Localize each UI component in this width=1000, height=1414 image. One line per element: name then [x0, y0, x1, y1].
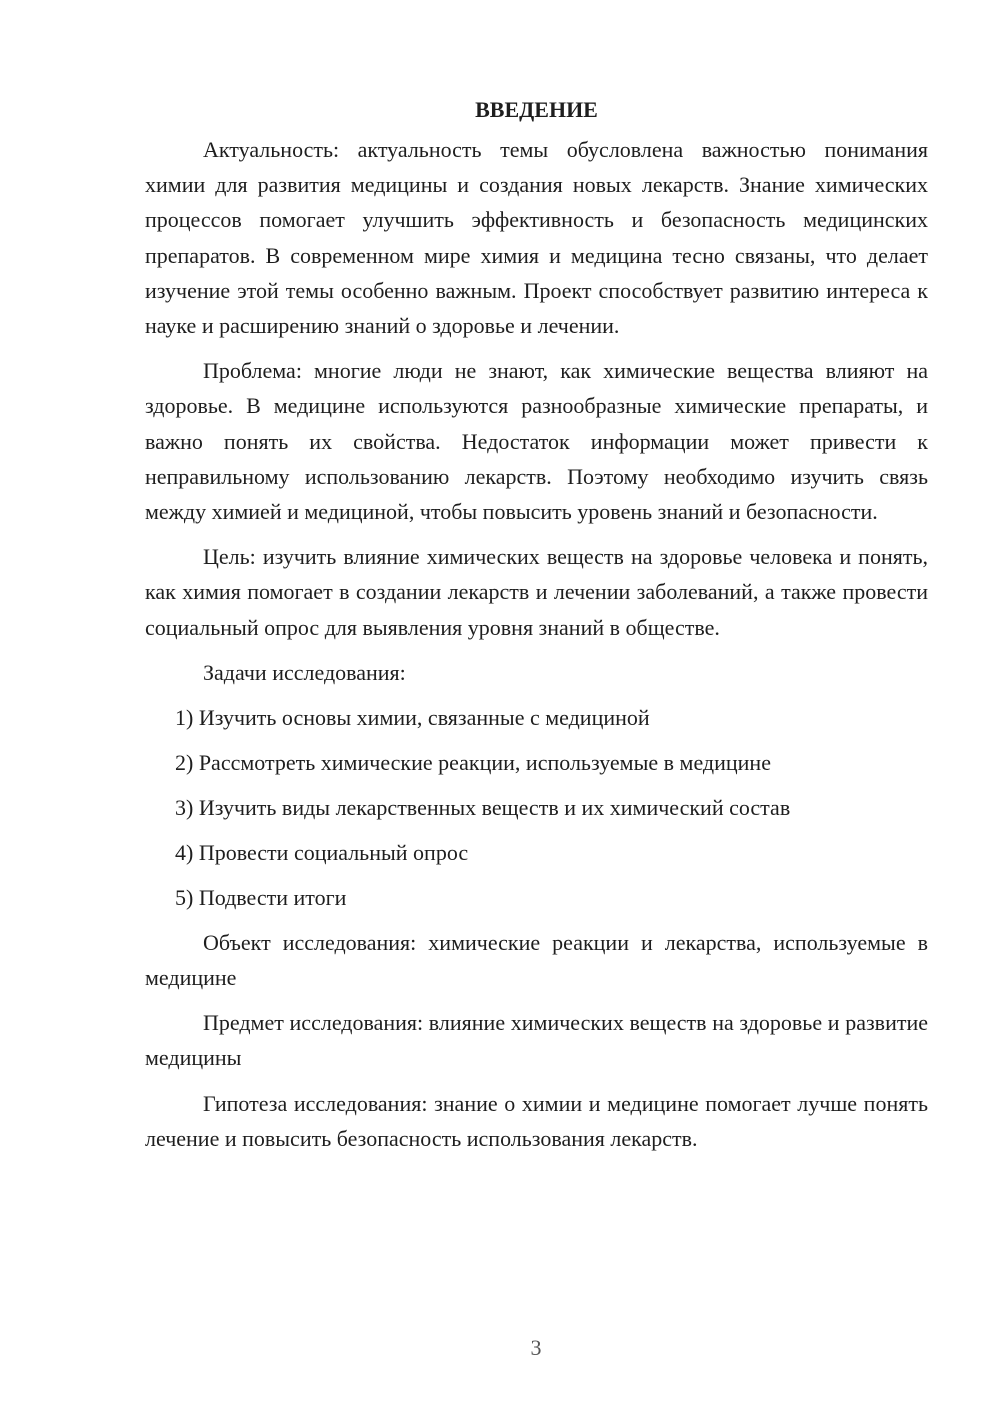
object-paragraph: Объект исследования: химические реакции и лекарства, используемые в медицине	[145, 929, 928, 991]
task-item: 3) Изучить виды лекарственных веществ и их химический состав	[175, 794, 791, 820]
task-list	[145, 700, 928, 915]
problem-paragraph: Проблема: многие люди не знают, как химические вещества влияют на здоровье. В медицине используются разнообразные химические препараты, и важно понять их свойства. Недостаток информации может привести к неправильному использованию лекарств. Поэтому необходимо изучить связь между химией и медициной, чтобы повысить уровень знаний и безопасности.	[145, 358, 928, 525]
goal-paragraph: Цель: изучить влияние химических веществ на здоровье человека и понять, как химия помогает в создании лекарств и лечении заболеваний, а также провести социальный опрос для выявления уровня знаний в обществе.	[145, 544, 928, 640]
hypothesis-paragraph: Гипотеза исследования: знание о химии и медицине помогает лучше понять лечение и повысить безопасность использования лекарств.	[145, 1090, 928, 1151]
tasks-heading: Задачи исследования:	[203, 659, 406, 685]
task-item: 2) Рассмотреть химические реакции, используемые в медицине	[175, 749, 771, 775]
subject-paragraph: Предмет исследования: влияние химических веществ на здоровье и развитие медицины	[145, 1010, 928, 1071]
task-item: 4) Провести социальный опрос	[175, 839, 469, 865]
task-item: 1) Изучить основы химии, связанные с медициной	[175, 704, 650, 730]
section-title: ВВЕДЕНИЕ	[475, 97, 598, 122]
task-item: 5) Подвести итоги	[175, 884, 347, 910]
relevance-paragraph: Актуальность: актуальность темы обусловлена важностью понимания химии для развития медицины и создания новых лекарств. Знание химических процессов помогает улучшить эффективность и безопасность медицинских препаратов. В современном мире химия и медицина тесно связаны, что делает изучение этой темы особенно важным. Проект способствует развитию интереса к науке и расширению знаний о здоровье и лечении.	[145, 137, 928, 339]
document-page	[145, 92, 928, 1166]
page-number: 3	[530, 1335, 542, 1360]
